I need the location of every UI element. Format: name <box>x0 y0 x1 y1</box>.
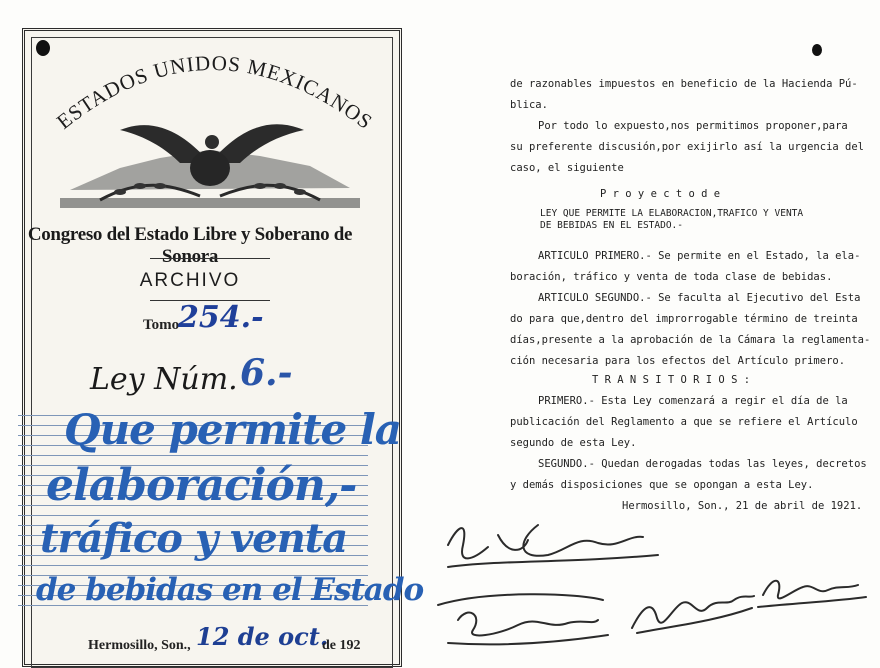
doc-line: su preferente discusión,por exijirlo así la urgencia del <box>510 141 865 153</box>
doc-line: ción necesaria para los efectos del Artículo primero. <box>510 355 846 367</box>
tomo-handwritten-value: 254.- <box>178 300 264 335</box>
arched-title-text: ESTADOS UNIDOS MEXICANOS <box>51 50 378 135</box>
punch-hole-right <box>812 44 822 56</box>
doc-line: Por todo lo expuesto,nos permitimos proponer,para <box>538 120 848 132</box>
divider-top <box>150 258 270 259</box>
signature-3-image <box>622 578 762 648</box>
doc-heading-ley: LEY QUE PERMITE LA ELABORACION,TRAFICO Y VENTA <box>540 208 804 219</box>
doc-line: días,presente a la aprobación de la Cámara la reglamenta- <box>510 334 871 346</box>
doc-heading-ley-2: DE BEBIDAS EN EL ESTADO.- <box>540 220 683 231</box>
cover-date-handwritten: 12 de oct. <box>196 622 329 651</box>
signature-4-image <box>748 565 873 615</box>
doc-line: y demás disposiciones que se opongan a esta Ley. <box>510 479 814 491</box>
cover-place: Hermosillo, Son., <box>88 638 191 653</box>
handwritten-line-2: elaboración,- <box>46 460 357 511</box>
doc-signature-date: Hermosillo, Son., 21 de abril de 1921. <box>622 500 863 512</box>
ley-label: Ley Núm. <box>90 362 238 397</box>
ley-handwritten-number: 6.- <box>240 352 293 394</box>
signature-1-image <box>428 505 678 585</box>
doc-line: ARTICULO SEGUNDO.- Se faculta al Ejecutivo del Esta <box>538 292 861 304</box>
tomo-label: Tomo <box>143 317 180 333</box>
congress-title: Congreso del Estado Libre y Soberano de Sonora <box>27 224 353 267</box>
doc-heading-transitorios: T R A N S I T O R I O S : <box>592 374 751 386</box>
handwritten-line-4: de bebidas en el Estado <box>36 572 424 608</box>
signature-2-image <box>428 585 618 655</box>
cover-year-prefix: de 192 <box>322 638 361 653</box>
doc-line: de razonables impuestos en beneficio de la Hacienda Pú- <box>510 78 858 90</box>
doc-heading-proyecto: P r o y e c t o d e <box>600 188 721 200</box>
doc-line: ARTICULO PRIMERO.- Se permite en el Estado, la ela- <box>538 250 861 262</box>
doc-line: do para que,dentro del improrrogable término de treinta <box>510 313 858 325</box>
doc-line: blica. <box>510 99 548 111</box>
doc-line: caso, el siguiente <box>510 162 624 174</box>
coat-of-arms-eagle-image <box>60 108 360 208</box>
archivo-label: ARCHIVO <box>139 270 241 291</box>
handwritten-line-3: tráfico y venta <box>40 515 348 562</box>
doc-line: segundo de esta Ley. <box>510 437 637 449</box>
doc-line: PRIMERO.- Esta Ley comenzará a regir el día de la <box>538 395 848 407</box>
handwritten-line-1: Que permite la <box>64 405 401 454</box>
doc-line: boración, tráfico y venta de toda clase de bebidas. <box>510 271 833 283</box>
doc-line: SEGUNDO.- Quedan derogadas todas las leyes, decretos <box>538 458 867 470</box>
doc-line: publicación del Reglamento a que se refiere el Artículo <box>510 416 858 428</box>
